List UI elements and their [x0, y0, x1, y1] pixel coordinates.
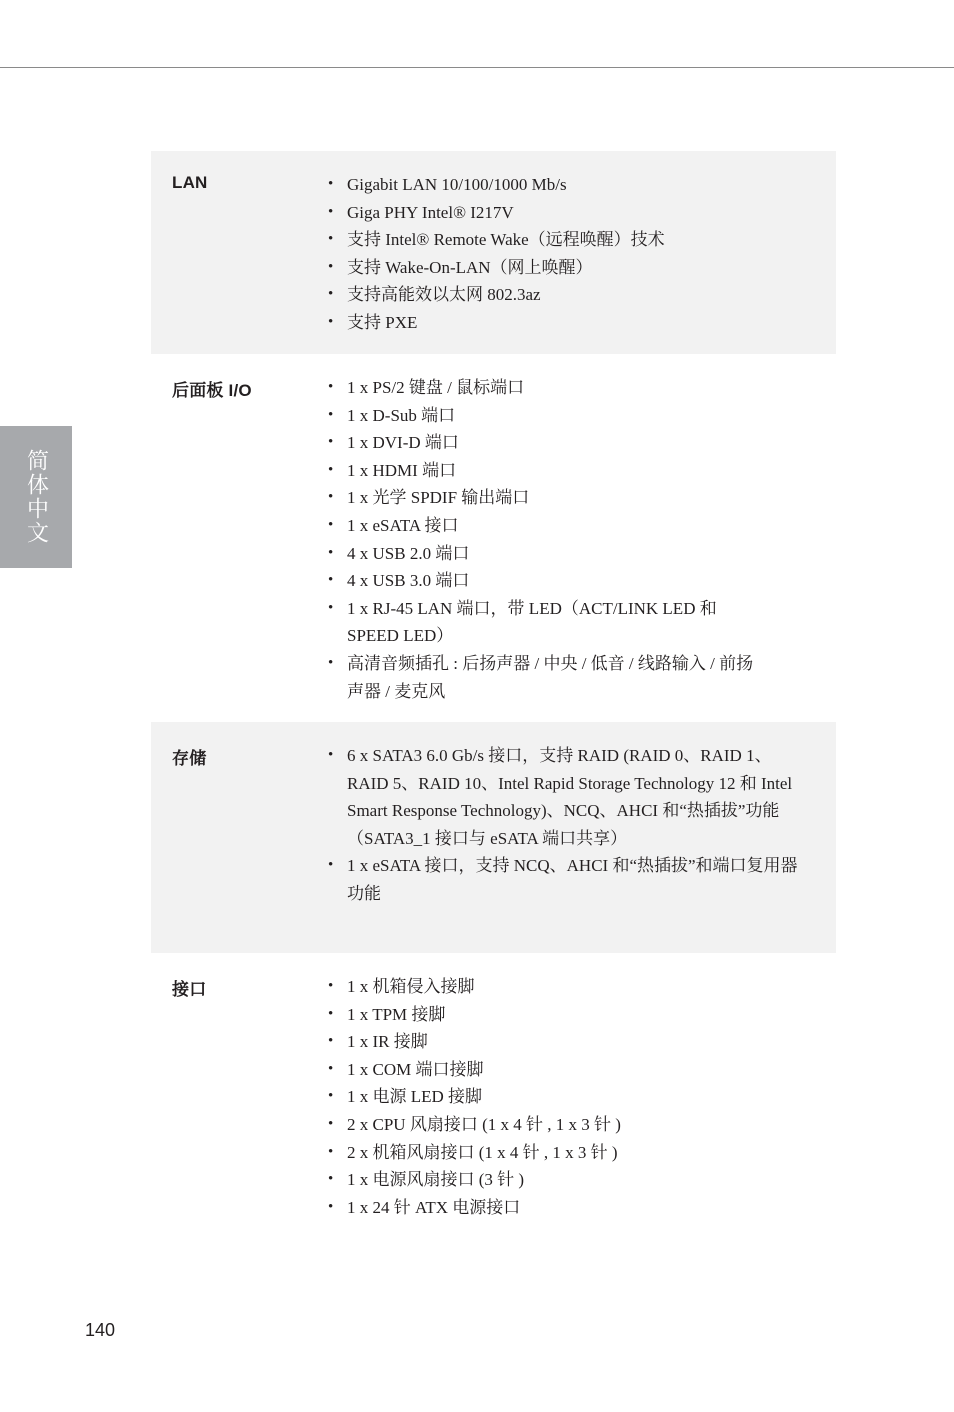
list-item: • Giga PHY Intel® I217V [347, 199, 817, 227]
spec-label: 存储 [172, 749, 207, 768]
spec-list [347, 171, 817, 337]
list-item: • 1 x 电源 LED 接脚 [347, 1083, 817, 1111]
list-item: • 1 x TPM 接脚 [347, 1001, 817, 1029]
list-item: • 1 x D-Sub 端口 [347, 402, 817, 430]
list-item: • 高清音频插孔 : 后扬声器 / 中央 / 低音 / 线路输入 / 前扬声器 / 麦克风 [347, 650, 757, 705]
list-item: • 支持 Wake-On-LAN（网上唤醒） [347, 254, 817, 282]
list-item: • 6 x SATA3 6.0 Gb/s 接口，支持 RAID (RAID 0、RAID 1、RAID 5、RAID 10、Intel Rapid Storage Technology 12 和 Intel Smart Response Technology)、NCQ、AHCI 和“热插拔”功能（SATA3_1 接口与 eSATA 端口共享） [347, 742, 809, 852]
language-side-tab-text: 简体中文 [23, 449, 49, 545]
list-item: • 1 x 24 针 ATX 电源接口 [347, 1194, 817, 1222]
language-side-tab [0, 426, 72, 568]
list-item: • 支持高能效以太网 802.3az [347, 281, 817, 309]
list-item: • 1 x DVI-D 端口 [347, 429, 817, 457]
spec-section-rear-io [151, 354, 836, 722]
list-item: • 支持 Intel® Remote Wake（远程唤醒）技术 [347, 226, 817, 254]
spec-label: 接口 [172, 980, 207, 999]
list-item: • 1 x 光学 SPDIF 输出端口 [347, 484, 817, 512]
list-item: • 1 x eSATA 接口 [347, 512, 817, 540]
list-item: • 1 x eSATA 接口，支持 NCQ、AHCI 和“热插拔”和端口复用器功能 [347, 852, 809, 907]
spec-label: LAN [172, 173, 208, 192]
top-rule [0, 67, 954, 68]
spec-section-storage [151, 722, 836, 953]
list-item: • 1 x RJ-45 LAN 端口，带 LED（ACT/LINK LED 和 SPEED LED） [347, 595, 747, 650]
spec-label: 后面板 I/O [172, 381, 252, 400]
list-item: • 支持 PXE [347, 309, 817, 337]
spec-section-lan [151, 151, 836, 354]
list-item: • 1 x HDMI 端口 [347, 457, 817, 485]
list-item: • 2 x CPU 风扇接口 (1 x 4 针 , 1 x 3 针 ) [347, 1111, 817, 1139]
spec-list [347, 742, 809, 908]
list-item: • 4 x USB 3.0 端口 [347, 567, 817, 595]
list-item: • Gigabit LAN 10/100/1000 Mb/s [347, 171, 817, 199]
list-item: • 1 x 机箱侵入接脚 [347, 973, 817, 1001]
list-item: • 2 x 机箱风扇接口 (1 x 4 针 , 1 x 3 针 ) [347, 1139, 817, 1167]
list-item: • 1 x COM 端口接脚 [347, 1056, 817, 1084]
page-number: 140 [85, 1320, 116, 1340]
list-item: • 1 x PS/2 键盘 / 鼠标端口 [347, 374, 817, 402]
list-item: • 4 x USB 2.0 端口 [347, 540, 817, 568]
list-item: • 1 x IR 接脚 [347, 1028, 817, 1056]
spec-list [347, 374, 817, 705]
spec-list [347, 973, 817, 1221]
list-item: • 1 x 电源风扇接口 (3 针 ) [347, 1166, 817, 1194]
spec-section-connectors [151, 953, 836, 1233]
